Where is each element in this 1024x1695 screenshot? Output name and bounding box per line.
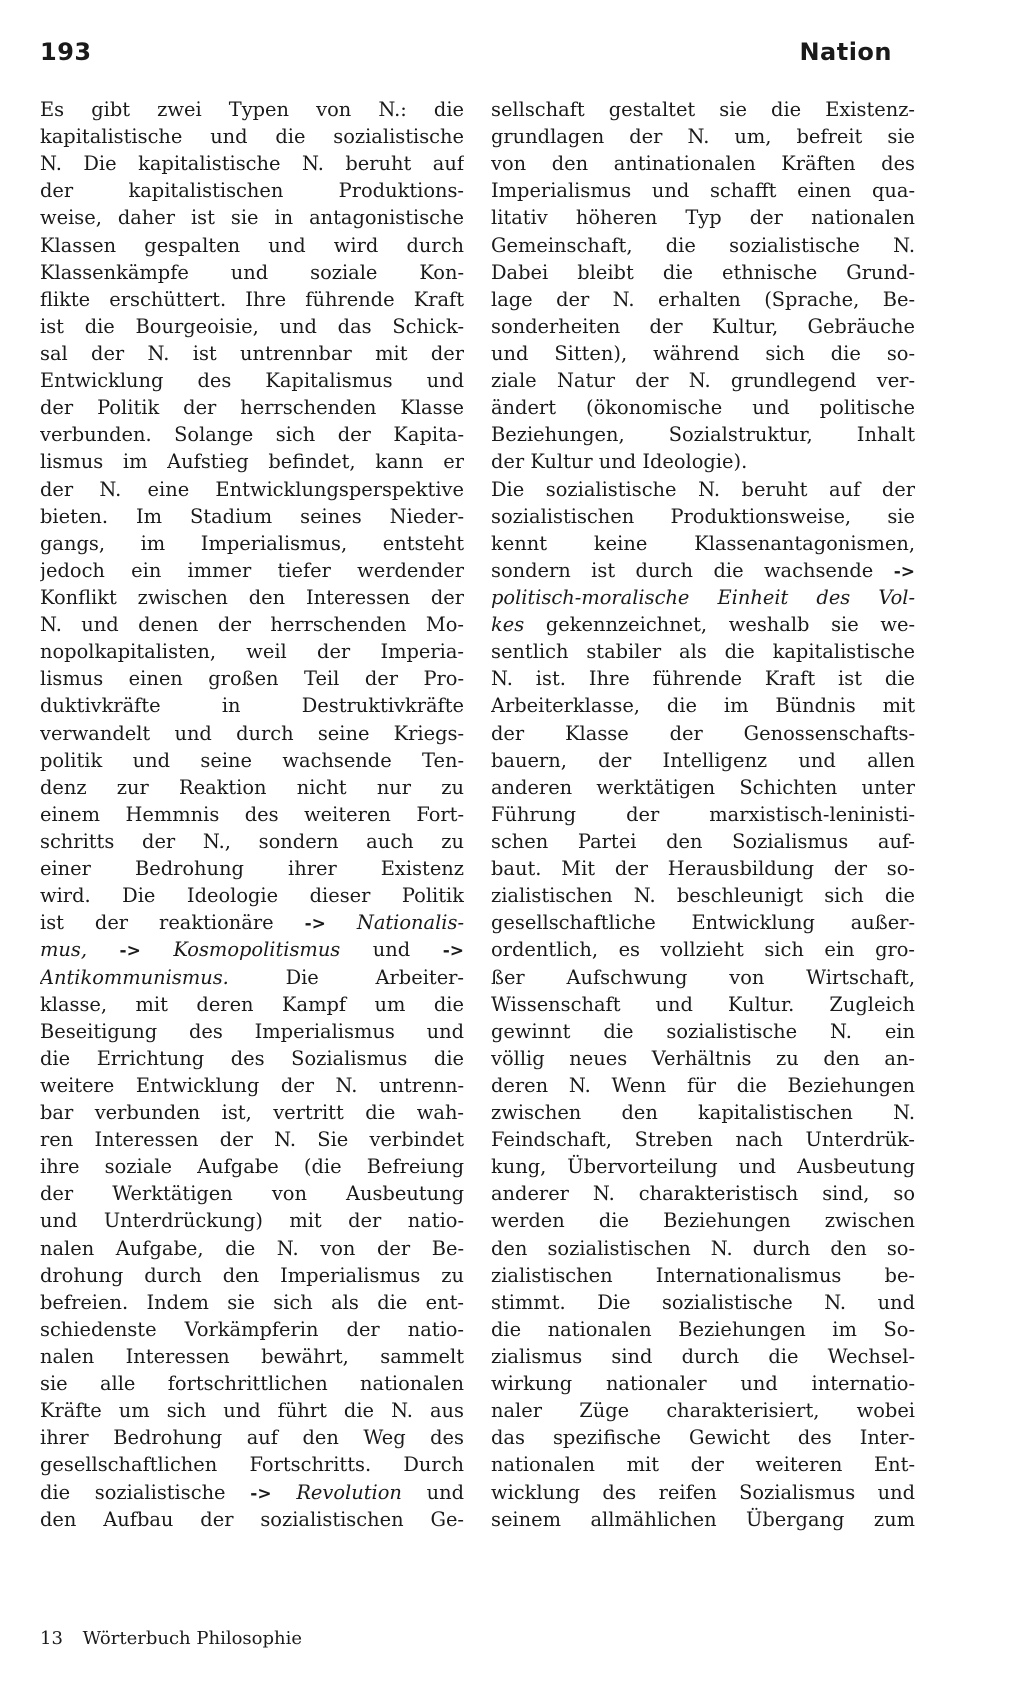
text-line: Antikommunismus. Die Arbeiter- — [40, 965, 464, 989]
text-line: Arbeiterklasse, die im Bündnis mit — [491, 694, 915, 718]
text-line: flikte erschüttert. Ihre führende Kraft — [40, 287, 464, 311]
text-line: bieten. Im Stadium seines Nieder- — [40, 504, 464, 528]
text-line: politik und seine wachsende Ten- — [40, 748, 464, 772]
text-line: Klassenkämpfe und soziale Kon- — [40, 260, 464, 284]
text-line: sie alle fortschrittlichen nationalen — [40, 1372, 464, 1396]
text-line: N. ist. Ihre führende Kraft ist die — [491, 667, 915, 691]
text-line: Klassen gespalten und wird durch — [40, 233, 464, 257]
text-line: den sozialistischen N. durch den so- — [491, 1236, 915, 1260]
running-head: Nation — [799, 38, 892, 66]
page-footer — [40, 1628, 302, 1649]
text-line: der Klasse der Genossenschafts- — [491, 721, 915, 745]
cross-reference-link[interactable]: Nationalis- — [356, 911, 464, 935]
text-line: bauern, der Intelligenz und allen — [491, 748, 915, 772]
text-line: befreien. Indem sie sich als die ent- — [40, 1290, 464, 1314]
text-line: nopolkapitalisten, weil der Imperia- — [40, 640, 464, 664]
text-line: zialismus sind durch die Wechsel- — [491, 1345, 915, 1369]
text-line: lismus im Aufstieg befindet, kann er — [40, 450, 464, 474]
text-line: drohung durch den Imperialismus zu — [40, 1263, 464, 1287]
page-number: 193 — [40, 38, 92, 66]
text-line: schiedenste Vorkämpferin der natio- — [40, 1317, 464, 1341]
text-line: ist der reaktionäre -> Nationalis- — [40, 911, 464, 935]
text-line: Wissenschaft und Kultur. Zugleich — [491, 992, 915, 1016]
text-line: zwischen den kapitalistischen N. — [491, 1101, 915, 1125]
text-line: Dabei bleibt die ethnische Grund- — [491, 260, 915, 284]
text-line: ihrer Bedrohung auf den Weg des — [40, 1426, 464, 1450]
text-line: werden die Beziehungen zwischen — [491, 1209, 915, 1233]
text-line: völlig neues Verhältnis zu den an- — [491, 1046, 915, 1070]
text-line: ziale Natur der N. grundlegend ver- — [491, 369, 915, 393]
text-line: Gemeinschaft, die sozialistische N. — [491, 233, 915, 257]
text-line: gangs, im Imperialismus, entsteht — [40, 531, 464, 555]
text-line: die sozialistische -> Revolution und — [40, 1480, 464, 1504]
text-line: litativ höheren Typ der nationalen — [491, 206, 915, 230]
text-line: Konflikt zwischen den Interessen der — [40, 585, 464, 609]
text-line: baut. Mit der Herausbildung der so- — [491, 857, 915, 881]
text-line: kung, Übervorteilung und Ausbeutung — [491, 1155, 915, 1179]
text-line: lage der N. erhalten (Sprache, Be- — [491, 287, 915, 311]
text-line: und Unterdrückung) mit der natio- — [40, 1209, 464, 1233]
text-line: naler Züge charakterisiert, wobei — [491, 1399, 915, 1423]
text-line: ordentlich, es vollzieht sich ein gro- — [491, 938, 915, 962]
cross-reference-link[interactable]: mus, — [40, 938, 87, 962]
text-line: wicklung des reifen Sozialismus und — [491, 1480, 915, 1504]
text-line: bar verbunden ist, vertritt die wah- — [40, 1101, 464, 1125]
cross-reference-arrow-icon: -> — [442, 941, 464, 962]
text-line: N. Die kapitalistische N. beruht auf — [40, 152, 464, 176]
cross-reference-link[interactable]: politisch-moralische Einheit des Vol- — [491, 585, 915, 609]
book-title: Wörterbuch Philosophie — [82, 1628, 303, 1649]
text-line: lismus einen großen Teil der Pro- — [40, 667, 464, 691]
text-line: nationalen mit der weiteren Ent- — [491, 1453, 915, 1477]
text-line: schen Partei den Sozialismus auf- — [491, 829, 915, 853]
text-line: gesellschaftliche Entwicklung außer- — [491, 911, 915, 935]
text-line: stimmt. Die sozialistische N. und — [491, 1290, 915, 1314]
cross-reference-link[interactable]: kes — [491, 613, 525, 637]
text-line: Imperialismus und schafft einen qua- — [491, 179, 915, 203]
left-column — [40, 96, 464, 1533]
text-line: duktivkräfte in Destruktivkräfte — [40, 694, 464, 718]
text-line: denz zur Reaktion nicht nur zu — [40, 775, 464, 799]
text-line: schritts der N., sondern auch zu — [40, 829, 464, 853]
text-line: der Kultur und Ideologie). — [491, 450, 748, 474]
text-line: anderen werktätigen Schichten unter — [491, 775, 915, 799]
cross-reference-link[interactable]: Revolution — [296, 1480, 402, 1504]
text-line: verwandelt und durch seine Kriegs- — [40, 721, 464, 745]
cross-reference-arrow-icon: -> — [119, 941, 141, 962]
text-line: kennt keine Klassenantagonismen, — [491, 531, 915, 555]
text-line: Führung der marxistisch-leninisti- — [491, 802, 915, 826]
text-line: wirkung nationaler und internatio- — [491, 1372, 915, 1396]
text-line: weitere Entwicklung der N. untrenn- — [40, 1073, 464, 1097]
text-line: von den antinationalen Kräften des — [491, 152, 915, 176]
text-line: die nationalen Beziehungen im So- — [491, 1317, 915, 1341]
text-line: Kräfte um sich und führt die N. aus — [40, 1399, 464, 1423]
text-line: ändert (ökonomische und politische — [491, 396, 915, 420]
text-line: Die sozialistische N. beruht auf der — [491, 477, 915, 501]
text-line: gewinnt die sozialistische N. ein — [491, 1019, 915, 1043]
text-line: den Aufbau der sozialistischen Ge- — [40, 1507, 464, 1531]
text-line: gesellschaftlichen Fortschritts. Durch — [40, 1453, 464, 1477]
text-line: zialistischen N. beschleunigt sich die — [491, 884, 915, 908]
cross-reference-link[interactable]: Kosmopolitismus — [173, 938, 341, 962]
text-line: verbunden. Solange sich der Kapita- — [40, 423, 464, 447]
text-line: sozialistischen Produktionsweise, sie — [491, 504, 915, 528]
text-line: ren Interessen der N. Sie verbindet — [40, 1128, 464, 1152]
text-line: der Politik der herrschenden Klasse — [40, 396, 464, 420]
text-line: sondern ist durch die wachsende -> — [491, 558, 915, 582]
text-line: einem Hemmnis des weiteren Fort- — [40, 802, 464, 826]
cross-reference-arrow-icon: -> — [893, 561, 915, 582]
text-line: der kapitalistischen Produktions- — [40, 179, 464, 203]
cross-reference-arrow-icon: -> — [304, 914, 326, 935]
text-line: ßer Aufschwung von Wirtschaft, — [491, 965, 915, 989]
text-line: ihre soziale Aufgabe (die Befreiung — [40, 1155, 464, 1179]
text-line: der Werktätigen von Ausbeutung — [40, 1182, 464, 1206]
text-line: Beziehungen, Sozialstruktur, Inhalt — [491, 423, 915, 447]
text-line: das spezifische Gewicht des Inter- — [491, 1426, 915, 1450]
text-line: Beseitigung des Imperialismus und — [40, 1019, 464, 1043]
cross-reference-link[interactable]: Antikommunismus. — [40, 965, 229, 989]
text-line: grundlagen der N. um, befreit sie — [491, 125, 915, 149]
text-line: sonderheiten der Kultur, Gebräuche — [491, 314, 915, 338]
text-line: nalen Aufgabe, die N. von der Be- — [40, 1236, 464, 1260]
text-line: zialistischen Internationalismus be- — [491, 1263, 915, 1287]
text-line: Es gibt zwei Typen von N.: die — [40, 98, 464, 121]
text-line: anderer N. charakteristisch sind, so — [491, 1182, 915, 1206]
text-line: einer Bedrohung ihrer Existenz — [40, 857, 464, 881]
text-line: deren N. Wenn für die Beziehungen — [491, 1073, 915, 1097]
text-line: weise, daher ist sie in antagonistische — [40, 206, 464, 230]
right-column — [491, 96, 915, 1533]
text-line: sentlich stabiler als die kapitalistische — [491, 640, 915, 664]
text-line: und Sitten), während sich die so- — [491, 341, 915, 365]
text-line: kes gekennzeichnet, weshalb sie we- — [491, 613, 915, 637]
text-line: seinem allmählichen Übergang zum — [491, 1507, 915, 1531]
cross-reference-arrow-icon: -> — [250, 1483, 272, 1504]
text-line: Feindschaft, Streben nach Unterdrük- — [491, 1128, 915, 1152]
text-line: sellschaft gestaltet sie die Existenz- — [491, 98, 915, 121]
text-line: die Errichtung des Sozialismus die — [40, 1046, 464, 1070]
text-line: wird. Die Ideologie dieser Politik — [40, 884, 464, 908]
text-line: sal der N. ist untrennbar mit der — [40, 341, 464, 365]
text-line: Entwicklung des Kapitalismus und — [40, 369, 464, 393]
text-line: mus, -> Kosmopolitismus und -> — [40, 938, 464, 962]
text-line: ist die Bourgeoisie, und das Schick- — [40, 314, 464, 338]
text-line: N. und denen der herrschenden Mo- — [40, 613, 464, 637]
text-line: klasse, mit deren Kampf um die — [40, 992, 464, 1016]
text-line: der N. eine Entwicklungsperspektive — [40, 477, 464, 501]
text-line — [491, 584, 915, 611]
text-line: nalen Interessen bewährt, sammelt — [40, 1345, 464, 1369]
signature-number: 13 — [40, 1628, 63, 1649]
text-line: jedoch ein immer tiefer werdender — [40, 558, 464, 582]
text-line: kapitalistische und die sozialistische — [40, 125, 464, 149]
